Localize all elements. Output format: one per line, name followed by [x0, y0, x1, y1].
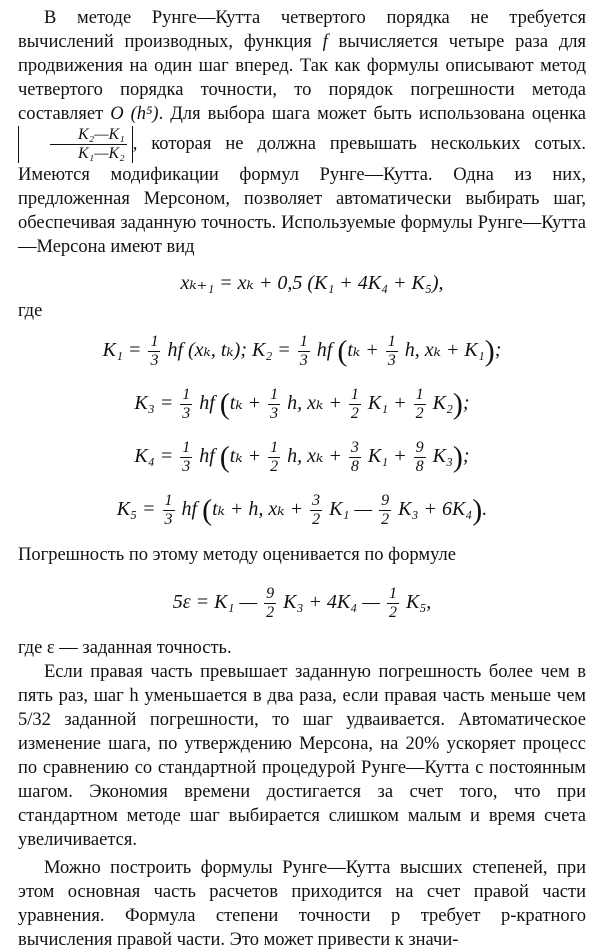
- where-epsilon: где ε — заданная точность.: [18, 638, 232, 658]
- fraction: $\frac{1}{3}$: [270, 386, 279, 422]
- fraction: $\frac{1}{3}$: [164, 492, 173, 528]
- numerator: K₂—K₁: [50, 126, 127, 145]
- formula-k4: K₄ = $\frac{1}{3}$ hf (tₖ + $\frac{1}{2}$ h, xₖ + $\frac{3}{8}$ K₁ + $\frac{9}{8}$ K₃);: [134, 439, 470, 475]
- fraction: $\frac{3}{8}$: [350, 439, 359, 475]
- step-estimate: [18, 126, 133, 163]
- formula-merson-step: xₖ₊₁ = xₖ + 0,5 (K₁ + 4K₄ + K₅),: [180, 272, 444, 294]
- error-order: O (h⁵): [110, 104, 159, 124]
- formula-k1-k2: K₁ = $\frac{1}{3}$ hf (xₖ, tₖ); K₂ = $\frac{1}{3}$ hf (tₖ + $\frac{1}{3}$ h, xₖ + K₁);: [102, 333, 502, 369]
- function-symbol: f: [322, 32, 328, 52]
- fraction: $\frac{1}{3}$: [150, 333, 159, 369]
- text: . Для выбора шага может быть использована оценка: [158, 104, 586, 124]
- fraction: $\frac{9}{2}$: [266, 585, 275, 621]
- fraction: $\frac{1}{2}$: [350, 386, 359, 422]
- formula-k5: K₅ = $\frac{1}{3}$ hf (tₖ + h, xₖ + $\frac{3}{2}$ K₁ — $\frac{9}{2}$ K₃ + 6K₄).: [116, 492, 488, 528]
- fraction: $\frac{1}{3}$: [387, 333, 396, 369]
- fraction: $\frac{1}{2}$: [389, 585, 398, 621]
- denominator: K₁—K₂: [78, 145, 125, 162]
- text: В методе Рунге—Кутта четвертого порядка не требуется вычислений производных, функция: [18, 8, 586, 52]
- formula-k3: K₃ = $\frac{1}{3}$ hf (tₖ + $\frac{1}{3}$ h, xₖ + $\frac{1}{2}$ K₁ + $\frac{1}{2}$ K₂);: [134, 386, 470, 422]
- fraction: $\frac{9}{2}$: [381, 492, 390, 528]
- paragraph-runge-kutta-intro: [18, 6, 586, 259]
- text: вычисляется четыре раза для продвижения на один шаг вперед. Так как формулы описывают метод четвертого порядка точности, то порядок погрешности метода составляет: [18, 32, 586, 124]
- fraction: $\frac{1}{3}$: [299, 333, 308, 369]
- text: , которая не должна превышать нескольких сотых. Имеются модификации формул Рунге—Кутта. Одна из них, предложенная Мерсоном, позволяет автоматически выбирать шаг, обеспечивая заданную точность. Используемые формулы Рунге—Кутта—Мерсона имеют вид: [18, 133, 586, 257]
- fraction: $\frac{1}{3}$: [182, 386, 191, 422]
- fraction: [50, 126, 127, 163]
- paragraph-error-estimate: Погрешность по этому методу оценивается по формуле: [18, 545, 456, 565]
- fraction: $\frac{9}{8}$: [415, 439, 424, 475]
- fraction: $\frac{1}{2}$: [270, 439, 279, 475]
- paragraph-step-control: Если правая часть превышает заданную погрешность более чем в пять раз, шаг h уменьшается в два раза, если правая часть меньше чем 5/32 заданной погрешности, то шаг удваивается. Автоматическое изменение шага, по утверждению Мерсона, на 20% ускоряет процесс по сравнению со стандартной процедурой Рунге—Кутта с постоянным шагом. Экономия времени достигается за счет того, что при стандартном методе шаг выбирается слишком малым и время счета увеличивается.: [18, 662, 586, 850]
- paragraph-higher-order: Можно построить формулы Рунге—Кутта высших степеней, при этом основная часть расчетов приходится на счет правой части уравнения. Формула степени точности p требует p-кратного вычисления правой части. Это может привести к значи-: [18, 858, 586, 950]
- fraction: $\frac{1}{3}$: [182, 439, 191, 475]
- where-label: где: [18, 301, 43, 321]
- formula-epsilon: 5ε = K₁ — $\frac{9}{2}$ K₃ + 4K₄ — $\frac{1}{2}$ K₅,: [172, 585, 432, 621]
- fraction: $\frac{1}{2}$: [415, 386, 424, 422]
- fraction: $\frac{3}{2}$: [312, 492, 321, 528]
